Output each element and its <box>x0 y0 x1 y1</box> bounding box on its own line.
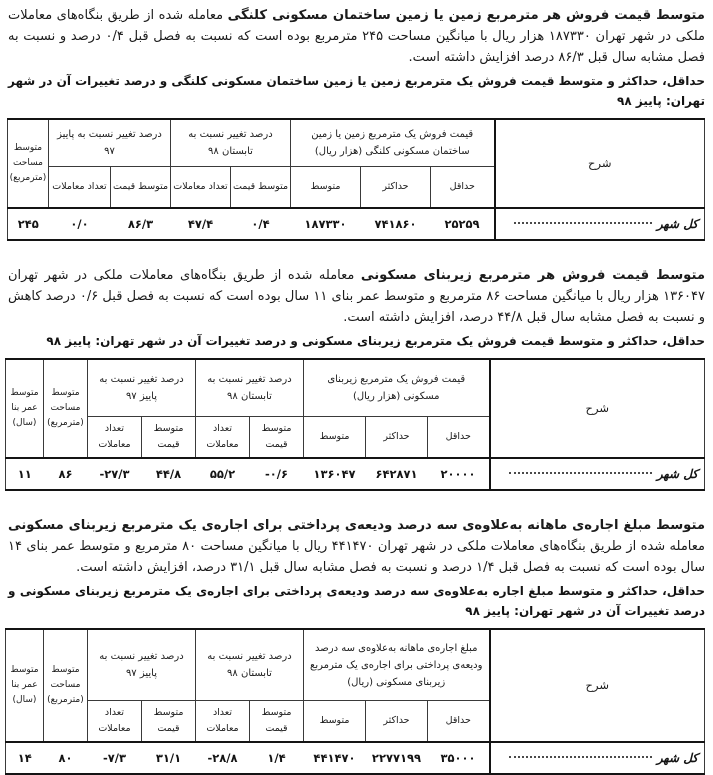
cell-yoy-deal-count-change: ۰/۰ <box>48 208 110 240</box>
col-group-change-vs-fall97: درصد تغییر نسبت به پاییز ۹۷ <box>87 629 195 701</box>
col-header-avg-building-age: متوسط عمر بنا (سال) <box>5 629 43 742</box>
cell-max-price: ۶۴۲۸۷۱ <box>366 458 428 490</box>
intro-lead-bold: متوسط مبلغ اجاره‌ی ماهانه به‌علاوه‌ی سه درصد ودیعه‌ی پرداختی برای اجاره‌ی یک مترمربع زیربنای مسکونی <box>8 518 705 533</box>
intro-body-text: معامله شده از طریق بنگاه‌های معاملات ملکی در شهر تهران ۱۳۶۰۴۷ هزار ریال با میانگین مساحت ۸۶ مترمربع و متوسط عمر بنای ۱۱ سال بوده است که نسبت به فصل قبل ۰/۶ درصد کاهش و نسبت به فصل مشابه سال قبل ۴۴/۸ درصد، افزایش داشته است. <box>8 268 705 325</box>
row-label-cell <box>490 458 705 490</box>
cell-avg-area: ۸۰ <box>43 742 87 774</box>
cell-qoq-deal-count-change: ۵۵/۲ <box>195 458 249 490</box>
cell-min-price: ۲۰۰۰۰ <box>428 458 490 490</box>
cell-yoy-avg-price-change: ۴۴/۸ <box>141 458 195 490</box>
col-header-avg-building-age: متوسط عمر بنا (سال) <box>5 359 43 458</box>
dotted-leader <box>514 221 652 224</box>
col-header-avg-price: متوسط قیمت <box>230 167 290 209</box>
cell-yoy-deal-count-change: -۲۷/۳ <box>87 458 141 490</box>
col-header-avg: متوسط <box>303 417 365 459</box>
intro-paragraph <box>8 515 705 578</box>
cell-avg-price: ۱۸۷۳۳۰ <box>290 208 360 240</box>
col-header-min: حداقل <box>431 167 495 209</box>
col-header-max: حداکثر <box>366 701 428 743</box>
cell-yoy-avg-price-change: ۸۶/۳ <box>110 208 170 240</box>
col-header-avg-price: متوسط قیمت <box>141 701 195 743</box>
col-group-sale-price: قیمت فروش یک مترمربع زمین یا زمین ساختمان مسکونی کلنگی (هزار ریال) <box>290 119 494 167</box>
cell-avg-area: ۲۴۵ <box>7 208 48 240</box>
cell-qoq-deal-count-change: -۲۸/۸ <box>195 742 249 774</box>
section-land-price <box>8 5 705 241</box>
col-header-avg-price: متوسط قیمت <box>249 701 303 743</box>
dotted-leader <box>509 471 652 474</box>
intro-lead-bold: متوسط قیمت فروش هر مترمربع زمین یا زمین ساختمان مسکونی کلنگی <box>227 8 705 23</box>
intro-body-text: معامله شده از طریق بنگاه‌های معاملات ملکی در شهر تهران ۴۴۱۴۷۰ ریال با میانگین مساحت ۸۰ مترمربع و متوسط عمر بنای ۱۴ سال بوده است که نسبت به فصل قبل ۱/۴ درصد و نسبت به فصل مشابه سال قبل ۳۱/۱ درصد، افزایش داشته است. <box>8 539 705 575</box>
col-header-description: شرح <box>490 629 705 742</box>
table-row <box>5 742 704 774</box>
table-title: حداقل، حداکثر و متوسط قیمت فروش یک مترمربع زمین یا زمین ساختمان مسکونی کلنگی و درصد تغییرات آن در شهر تهران: پاییز ۹۸ <box>7 74 705 108</box>
col-header-max: حداکثر <box>366 417 428 459</box>
row-label: کل شهر <box>656 217 698 231</box>
table-row <box>5 458 704 490</box>
col-header-deal-count: تعداد معاملات <box>48 167 110 209</box>
cell-avg-building-age: ۱۴ <box>5 742 43 774</box>
row-label: کل شهر <box>656 751 698 765</box>
col-header-deal-count: تعداد معاملات <box>87 701 141 743</box>
cell-max-rent: ۲۲۷۷۱۹۹ <box>366 742 428 774</box>
col-header-description: شرح <box>490 359 705 458</box>
floor-area-price-table <box>5 358 705 491</box>
cell-avg-area: ۸۶ <box>43 458 87 490</box>
intro-paragraph <box>8 265 705 328</box>
cell-qoq-avg-price-change: ۰/۴ <box>230 208 290 240</box>
rent-price-table <box>5 628 705 775</box>
section-rent-price <box>8 515 705 775</box>
table-title: حداقل، حداکثر و متوسط قیمت فروش یک مترمربع زیربنای مسکونی و درصد تغییرات آن در شهر تهران: پاییز ۹۸ <box>46 334 705 348</box>
col-header-min: حداقل <box>428 417 490 459</box>
land-price-table <box>7 118 705 241</box>
row-label-cell <box>490 742 705 774</box>
cell-yoy-deal-count-change: -۷/۳ <box>87 742 141 774</box>
col-header-deal-count: تعداد معاملات <box>195 417 249 459</box>
col-group-change-vs-fall97: درصد تغییر نسبت به پاییز ۹۷ <box>48 119 170 167</box>
intro-paragraph <box>8 5 705 68</box>
col-group-change-vs-summer98: درصد تغییر نسبت به تابستان ۹۸ <box>195 629 303 701</box>
table-row <box>7 208 704 240</box>
cell-qoq-avg-price-change: -۰/۶ <box>249 458 303 490</box>
col-header-avg-price: متوسط قیمت <box>249 417 303 459</box>
row-label-cell <box>495 208 705 240</box>
intro-body-text: معامله شده از طریق بنگاه‌های معاملات ملکی در شهر تهران ۱۸۷۳۳۰ هزار ریال با میانگین مساحت ۲۴۵ مترمربع بوده است که نسبت به فصل قبل ۰/۴ درصد و نسبت به فصل مشابه سال قبل ۸۶/۳ درصد افزایش داشته است. <box>8 8 705 65</box>
col-header-description: شرح <box>495 119 705 208</box>
col-header-avg-area: متوسط مساحت (مترمربع) <box>43 359 87 458</box>
dotted-leader <box>509 755 652 758</box>
cell-qoq-avg-price-change: ۱/۴ <box>249 742 303 774</box>
col-header-avg-price: متوسط قیمت <box>141 417 195 459</box>
cell-min-rent: ۳۵۰۰۰ <box>428 742 490 774</box>
col-header-avg: متوسط <box>303 701 365 743</box>
col-header-deal-count: تعداد معاملات <box>87 417 141 459</box>
cell-max-price: ۷۴۱۸۶۰ <box>361 208 431 240</box>
cell-qoq-deal-count-change: ۴۷/۴ <box>170 208 230 240</box>
col-header-deal-count: تعداد معاملات <box>195 701 249 743</box>
col-group-rent-amount: مبلغ اجاره‌ی ماهانه به‌علاوه‌ی سه درصد ودیعه‌ی پرداختی برای اجاره‌ی یک مترمربع زیربنای مسکونی (ریال) <box>303 629 489 701</box>
col-header-min: حداقل <box>428 701 490 743</box>
col-header-deal-count: تعداد معاملات <box>170 167 230 209</box>
cell-avg-price: ۱۳۶۰۴۷ <box>303 458 365 490</box>
col-header-max: حداکثر <box>361 167 431 209</box>
cell-avg-building-age: ۱۱ <box>5 458 43 490</box>
row-label: کل شهر <box>656 467 698 481</box>
col-header-avg-area: متوسط مساحت (مترمربع) <box>7 119 48 208</box>
col-header-avg-price: متوسط قیمت <box>110 167 170 209</box>
col-group-change-vs-fall97: درصد تغییر نسبت به پاییز ۹۷ <box>87 359 195 417</box>
intro-lead-bold: متوسط قیمت فروش هر مترمربع زیربنای مسکونی <box>360 268 705 283</box>
col-group-change-vs-summer98: درصد تغییر نسبت به تابستان ۹۸ <box>170 119 290 167</box>
cell-yoy-avg-price-change: ۳۱/۱ <box>141 742 195 774</box>
col-header-avg: متوسط <box>290 167 360 209</box>
col-group-change-vs-summer98: درصد تغییر نسبت به تابستان ۹۸ <box>195 359 303 417</box>
col-header-avg-area: متوسط مساحت (مترمربع) <box>43 629 87 742</box>
col-group-sale-price: قیمت فروش یک مترمربع زیربنای مسکونی (هزار ریال) <box>303 359 489 417</box>
cell-min-price: ۲۵۲۵۹ <box>431 208 495 240</box>
table-title: حداقل، حداکثر و متوسط مبلغ اجاره به‌علاوه‌ی سه درصد ودیعه‌ی پرداختی برای اجاره‌ی یک مترمربع زیربنای مسکونی و درصد تغییرات آن در شهر تهران: پاییز ۹۸ <box>8 584 705 618</box>
cell-avg-rent: ۴۴۱۴۷۰ <box>303 742 365 774</box>
section-floor-area-price <box>8 265 705 491</box>
